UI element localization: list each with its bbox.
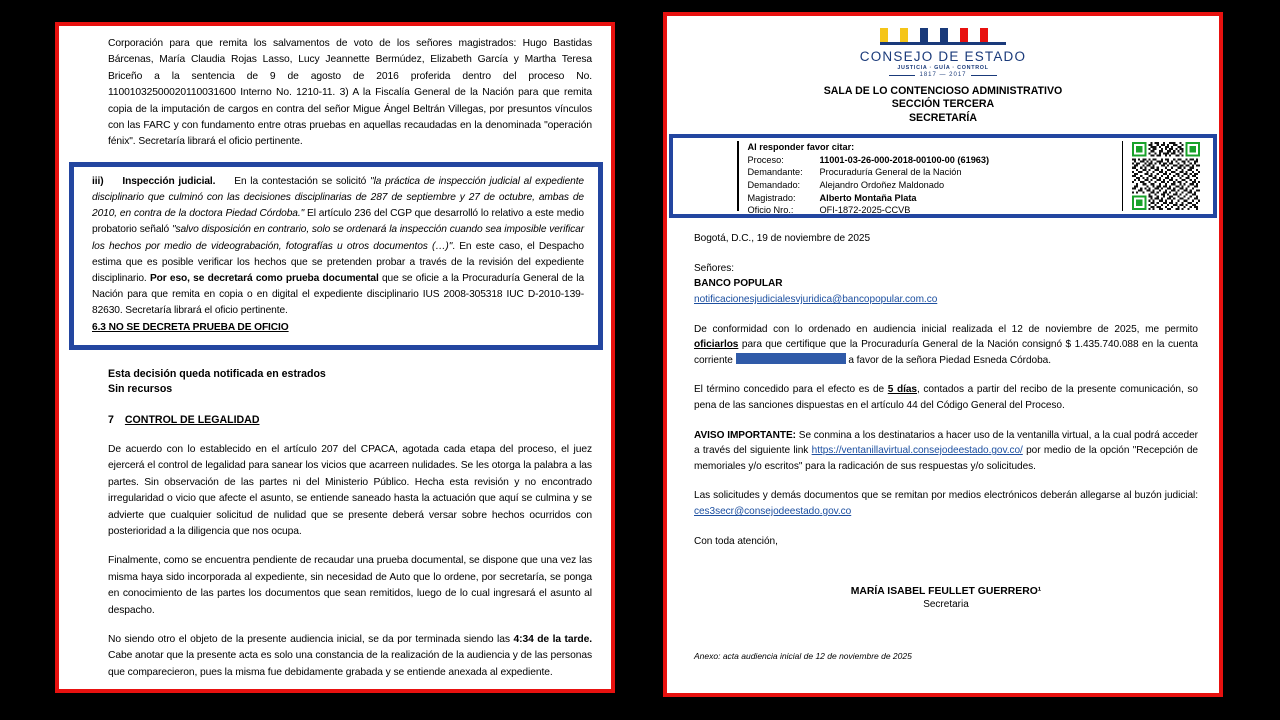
left-notice-line-1: Esta decisión queda notificada en estrados [108,367,326,380]
reference-row-oficio [748,204,1123,217]
signature-block [694,586,1198,610]
left-document-body [61,28,609,681]
left-closing-time: 4:34 de la tarde. [513,633,592,645]
reference-value-demandante: Procuraduría General de la Nación [819,167,962,178]
crest-bar-red-1 [960,28,968,42]
highlight-mid-1: El artículo 236 del CGP que desarrolló lo relativo a este medio probatorio señaló [92,208,585,236]
notice-text-b: por medio de la opción "Recepción de memoriales y/o escritos" para la radicación de sus respuestas y/o solicitudes. [694,445,1198,472]
qr-code-icon [1132,142,1200,210]
left-document-content [61,28,609,687]
salutation: Señores: [694,262,734,274]
reference-row-demandado [748,179,1123,192]
left-closing-post: Cabe anotar que la presente acta es solo una constancia de la realización de la audiencia y de las personas que comparecieron, pues la misma fue debidamente grabada y se entiende anexada al expediente. [108,650,592,678]
reference-value-magistrado: Alberto Montaña Plata [819,192,917,203]
highlight-intro: En la contestación se solicitó [234,175,367,187]
body-1-a: De conformidad con lo ordenado en audiencia inicial realizada el 12 de noviembre de 2025, me permito [694,323,1198,335]
right-document-title [669,85,1217,125]
crest-rule [880,42,1006,45]
highlight-bold-1: Por eso, se decretará como prueba documental [149,273,379,285]
recipient-email-link[interactable]: notificacionesjudicialesvjuridica@bancopopular.com.co [694,294,938,305]
left-paragraph-legality: De acuerdo con lo establecido en el artículo 207 del CPACA, agotada cada etapa del proceso, el juez ejercerá el control de legalidad para sanear los vicios que acarreen nulidades. Se les otorga la palabra a las partes. Sin observación de las partes ni del Ministerio Público. Hecha esta revisión y no encontrado irregularidad o vicio que afecte el asunto, se entiende saneado hasta la actuación que aquí se culmina y se advierte que cualquier solicitud de nulidad que se presente deberá versar sobre hechos ocurridos con posterioridad a la diligencia que nos ocupa. [108,443,592,537]
left-section-title: CONTROL DE LEGALIDAD [124,413,260,426]
highlight-quote-1: "la práctica de inspección judicial al expediente disciplinario que culminó con las decisiones disciplinarias de 287 de septiembre y 27 de octubre, ambas de 2010, en contra de la doctora Piedad Córdoba." [92,175,585,220]
reference-label-magistrado: Magistrado: [747,192,796,203]
signature-role: Secretaria [923,599,969,611]
reference-box-header: Al responder favor citar: [747,142,855,153]
reference-value-demandado: Alejandro Ordoñez Maldonado [819,180,945,190]
right-document-body [669,18,1217,691]
body-1-c: a favor de la señora Piedad Esneda Córdoba. [845,354,1052,366]
left-closing-pre: No siendo otro el objeto de la presente audiencia inicial, se da por terminada siendo las [108,633,514,645]
mailbox-paragraph [694,488,1198,519]
right-title-line-1: SALA DE LO CONTENCIOSO ADMINISTRATIVO [823,85,1063,97]
right-title-line-2: SECCIÓN TERCERA [891,98,995,111]
reference-label-demandado: Demandado: [747,180,801,190]
reference-value-oficio: OFI-1872-2025-CCVB [819,205,911,216]
left-section-number: 7 [108,413,114,426]
reference-value-proceso: 11001-03-26-000-2018-00100-00 (61963) [819,154,990,165]
left-paragraph-closing [108,632,592,681]
left-section-heading [108,414,592,426]
annex-note: Anexo: acta audiencia inicial de 12 de noviembre de 2025 [694,651,912,662]
left-notice-line-2: Sin recursos [108,383,173,396]
reference-row-magistrado [748,192,1123,205]
right-document-page [663,12,1223,697]
body-1-b: para que certifique que la Procuraduría General de la Nación consignó $ 1.435.740.088 en la cuenta corriente [694,339,1198,366]
recipient-name: BANCO POPULAR [694,278,783,290]
right-title-line-3: SECRETARÍA [908,111,978,124]
reference-row-demandante [748,166,1123,179]
left-subsection-heading-text: 6.3 NO SE DECRETA PRUEBA DE OFICIO [92,321,289,333]
reference-label-proceso: Proceso: [747,154,784,165]
body-2-a: El término concedido para el efecto es de [694,384,888,396]
right-letter-body [669,231,1217,661]
reference-box-left-spacer [677,141,737,211]
crest-dash-right [971,75,997,76]
highlight-tail: que se oficie a la Procuraduría General de la Nación para que remita en copia o en digital el expediente disciplinario IUS 2008-305318 IUC D-2010-139-82630. Secretaría librará el oficio pertinente. [92,273,585,317]
reference-label-oficio: Oficio Nro.: [747,205,794,216]
redacted-account-number [736,353,846,364]
left-highlight-paragraph [92,174,584,320]
left-document-page [55,22,615,693]
left-paragraph-top: Corporación para que remita los salvamentos de voto de los señores magistrados: Hugo Bastidas Bárcenas, María Claudia Rojas Lasso, Lucy Jeannette Bermúdez, Elizabeth García y Martha Teresa Briceño a la sentencia de 9 de agosto de 2016 proferida dentro del proceso No. 11001032500020110031600 Interno No. 1210-11. 3) A la Fiscalía General de la Nación para que remita copia de la imputación de cargos en contra del señor Migue Ángel Beltrán Villegas, por presuntos vínculos con las FARC y con fundamento entre otras pruebas en aquellas recaudadas en la denominada "operación fénix". Secretaría librará el oficio pertinente. [108,38,592,148]
crest-bar-red-2 [980,28,988,42]
crest-bar-yellow-2 [900,28,908,42]
highlight-item-marker: iii) [92,175,104,187]
highlight-mid-2: . En este caso, el Despacho estima que es posible verificar los hechos que se pretenden probar a través de la revisión del expediente disciplinario. [92,240,585,285]
highlight-quote-2: "salvo disposición en contrario, solo se ordenará la inspección cuando sea imposible verificar los hechos por medio de videograbación, fotografías u otros documentos (…)" [92,224,584,252]
ventanilla-virtual-link[interactable]: https://ventanillavirtual.consejodeestado.gov.co/ [811,445,1023,457]
crest-name: CONSEJO DE ESTADO [859,49,1027,64]
recipient-block [694,261,1198,308]
crest-flag-bars-icon [880,28,1006,45]
reference-highlight-box [669,134,1217,218]
mailbox-text: Las solicitudes y demás documentos que se remitan por medios electrónicos deberán allegarse al buzón judicial: [694,490,1198,502]
reference-row-proceso [748,154,1123,167]
crest-years: 1817 — 2017 [919,72,967,78]
crest-bar-blue-2 [940,28,948,42]
reference-qr-wrapper [1122,141,1209,211]
left-paragraph-finally: Finalmente, como se encuentra pendiente de recaudar una prueba documental, se dispone que una vez las misma haya sido incorporada al expediente, sin necesidad de Auto que lo ordene, por secretaría, se ponga en conocimiento de las partes los documentos que sean remitidos, luego de lo cual ingresará el asunto al despacho. [108,555,592,616]
crest-dash-left [889,75,915,76]
body-paragraph-2 [694,382,1198,413]
crest-years-row [669,72,1217,78]
reference-box-fields [739,141,1123,216]
highlight-item-title: Inspección judicial. [122,175,216,187]
dateline: Bogotá, D.C., 19 de noviembre de 2025 [694,233,871,245]
left-subsection-heading [92,320,584,336]
crest-motto: JUSTICIA · GUÍA · CONTROL [897,65,989,71]
body-2-b: , contados a partir del recibo de la presente comunicación, so pena de las sanciones dispuestas en el artículo 44 del Código General del Proceso. [694,384,1198,411]
left-highlight-box [69,162,603,350]
reference-label-demandante: Demandante: [747,167,803,178]
consejo-de-estado-crest [669,18,1217,78]
crest-bar-yellow-1 [880,28,888,42]
right-document-content [669,18,1217,691]
notice-label: AVISO IMPORTANTE: [694,429,796,441]
body-1-bold: oficiarlos [694,339,739,351]
crest-bar-blue-1 [920,28,928,42]
judicial-mailbox-link[interactable]: ces3secr@consejodeestado.gov.co [694,505,852,517]
body-paragraph-1 [694,322,1198,369]
left-notice-block [108,367,592,398]
signature-name: MARÍA ISABEL FEULLET GUERRERO¹ [850,586,1042,598]
important-notice-paragraph [694,428,1198,475]
closing-line: Con toda atención, [694,535,778,547]
body-2-bold: 5 días [887,384,917,396]
notice-text-a: Se conmina a los destinatarios a hacer uso de la ventanilla virtual, a la cual podrá acceder a través del siguiente link [694,429,1198,457]
